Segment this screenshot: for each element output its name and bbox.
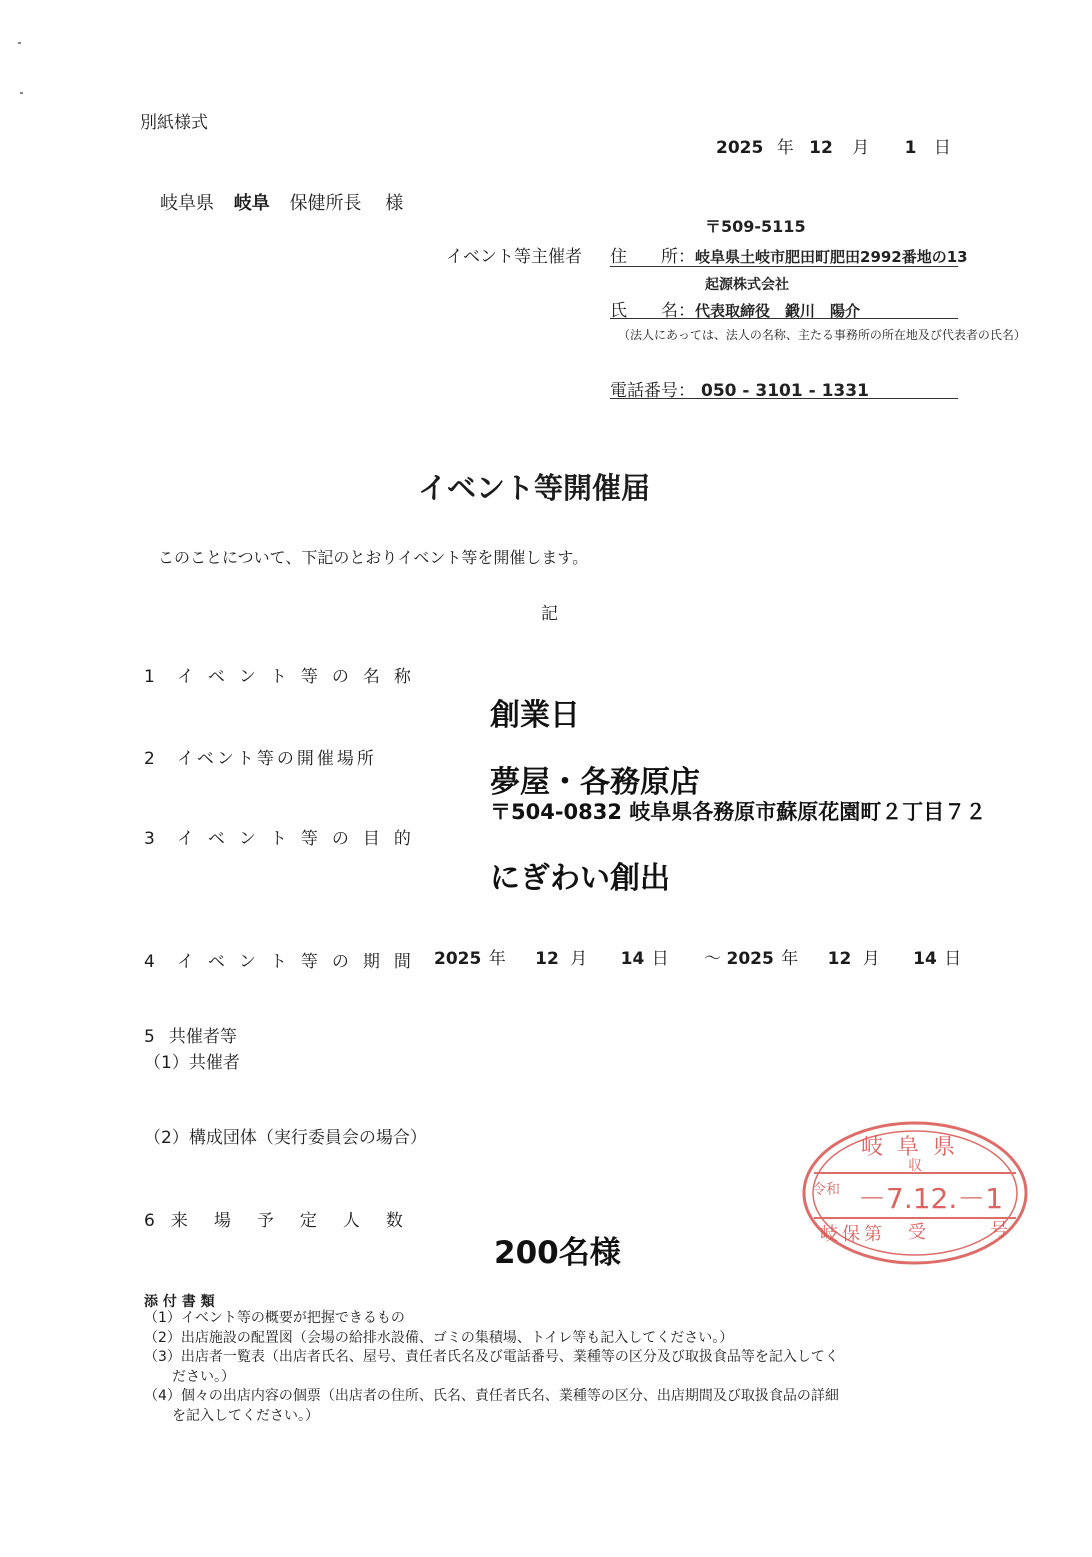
period-start-year: 2025 xyxy=(434,949,482,969)
period-start-month: 12 xyxy=(535,949,559,969)
item-purpose-label: イベント等の目的 xyxy=(176,829,425,849)
item-cohost-sub1: （1）共催者 xyxy=(144,1053,240,1073)
form-label: 別紙様式 xyxy=(140,113,208,133)
item-cohost-num: 5 xyxy=(144,1027,155,1047)
item-purpose-row xyxy=(144,824,425,849)
submission-date xyxy=(716,133,951,158)
item-attendance-label: 来場予定人数 xyxy=(170,1211,429,1231)
date-day: 1 xyxy=(904,138,917,158)
period-start-month-unit: 月 xyxy=(570,949,588,969)
item-place-num: 2 xyxy=(144,749,155,769)
period-end-year: 2025 xyxy=(726,949,774,969)
organizer-company: 起源株式会社 xyxy=(705,277,789,293)
attachments-list xyxy=(144,1309,839,1426)
item-name-label: イベント等の名称 xyxy=(176,667,425,687)
item-cohost-label: 共催者等 xyxy=(168,1027,237,1047)
intro-text: このことについて、下記のとおりイベント等を開催します。 xyxy=(158,548,589,567)
item-attendance-row xyxy=(144,1206,429,1231)
period-start-day: 14 xyxy=(620,949,645,969)
organizer-address: 岐阜県土岐市肥田町肥田2992番地の13 xyxy=(695,248,968,266)
attachment-item: ださい。） xyxy=(144,1368,235,1385)
date-day-unit: 日 xyxy=(933,138,951,158)
stamp-accepted: 受 xyxy=(908,1222,926,1243)
addressee-office: 岐阜 xyxy=(233,193,270,214)
stamp-prefecture: 岐阜県 xyxy=(860,1135,970,1160)
item-attendance-value: 200名様 xyxy=(494,1235,621,1271)
ki-mark: 記 xyxy=(541,604,558,624)
stamp-date: －7.12.－1 xyxy=(858,1182,1004,1215)
date-month: 12 xyxy=(809,138,833,158)
organizer-name: 代表取締役 鍛川 陽介 xyxy=(695,302,861,320)
item-cohost-sub2: （2）構成団体（実行委員会の場合） xyxy=(144,1128,427,1148)
stamp-office: 岐保第 xyxy=(820,1224,886,1245)
item-attendance-num: 6 xyxy=(144,1211,155,1231)
organizer-label: イベント等主催者 xyxy=(446,247,582,267)
attachment-item: （3）出店者一覧表（出店者氏名、屋号、責任者氏名及び電話番号、業種等の区分及び取扱食品等を記入してく xyxy=(144,1349,839,1365)
item-place-address: 〒504-0832 岐阜県各務原市蘇原花園町２丁目７２ xyxy=(490,800,987,824)
attachments-heading: 添 付 書 類 xyxy=(144,1294,215,1310)
period-start-day-unit: 日 xyxy=(651,949,669,969)
item-place-row xyxy=(144,744,377,769)
organizer-phone-row xyxy=(610,376,958,399)
period-end-day: 14 xyxy=(913,949,937,969)
attachment-item: （2）出店施設の配置図（会場の給排水設備、ゴミの集積場、トイレ等も記入してください。） xyxy=(144,1329,734,1346)
period-end-month: 12 xyxy=(827,949,852,969)
item-purpose-num: 3 xyxy=(144,829,155,849)
period-end-year-unit: 年 xyxy=(781,949,799,969)
organizer-postal: 〒509-5115 xyxy=(705,217,806,236)
stamp-era: 令和 xyxy=(812,1182,840,1198)
organizer-phone-label: 電話番号： xyxy=(610,381,695,401)
item-name-value: 創業日 xyxy=(490,698,580,733)
organizer-name-row xyxy=(610,296,958,319)
period-tilde: ～ xyxy=(704,949,722,969)
scan-speck xyxy=(18,42,21,44)
organizer-name-label: 氏 名： xyxy=(610,301,695,321)
receipt-stamp xyxy=(800,1118,1030,1268)
scan-speck xyxy=(20,92,23,94)
attachment-item: を記入してください。） xyxy=(144,1407,319,1424)
item-place-value: 夢屋・各務原店 xyxy=(490,765,700,800)
addressee-title: 保健所長 xyxy=(289,193,362,214)
stamp-number: 号 xyxy=(990,1220,1008,1241)
item-period-label: イベント等の期間 xyxy=(176,952,425,972)
addressee-honorific: 様 xyxy=(385,193,404,214)
item-cohost-row xyxy=(144,1022,237,1047)
document-title: イベント等開催届 xyxy=(418,471,651,505)
date-year-unit: 年 xyxy=(776,138,794,158)
period-end-month-unit: 月 xyxy=(862,949,880,969)
item-period-row xyxy=(144,947,425,972)
date-month-unit: 月 xyxy=(852,138,870,158)
item-period-num: 4 xyxy=(144,952,155,972)
stamp-received: 収 xyxy=(908,1158,922,1174)
date-year: 2025 xyxy=(716,138,764,158)
period-start-year-unit: 年 xyxy=(488,949,506,969)
organizer-note: （法人にあっては、法人の名称、主たる事務所の所在地及び代表者の氏名） xyxy=(618,328,1026,342)
organizer-phone: 050 - 3101 - 1331 xyxy=(701,381,869,401)
organizer-address-row xyxy=(610,242,968,267)
item-name-row xyxy=(144,662,425,687)
attachment-item: （4）個々の出店内容の個票（出店者の住所、氏名、責任者氏名、業種等の区分、出店期間及び取扱食品の詳細 xyxy=(144,1388,839,1404)
period-end-day-unit: 日 xyxy=(944,949,962,969)
item-purpose-value: にぎわい創出 xyxy=(490,861,670,896)
addressee-prefecture: 岐阜県 xyxy=(160,193,214,214)
organizer-address-label: 住 所： xyxy=(610,247,695,267)
item-name-num: 1 xyxy=(144,667,155,687)
addressee xyxy=(160,189,403,215)
item-period-dates xyxy=(434,944,961,969)
item-place-label: イベント等の開催場所 xyxy=(176,749,377,769)
attachment-item: （1）イベント等の概要が把握できるもの xyxy=(144,1310,405,1326)
